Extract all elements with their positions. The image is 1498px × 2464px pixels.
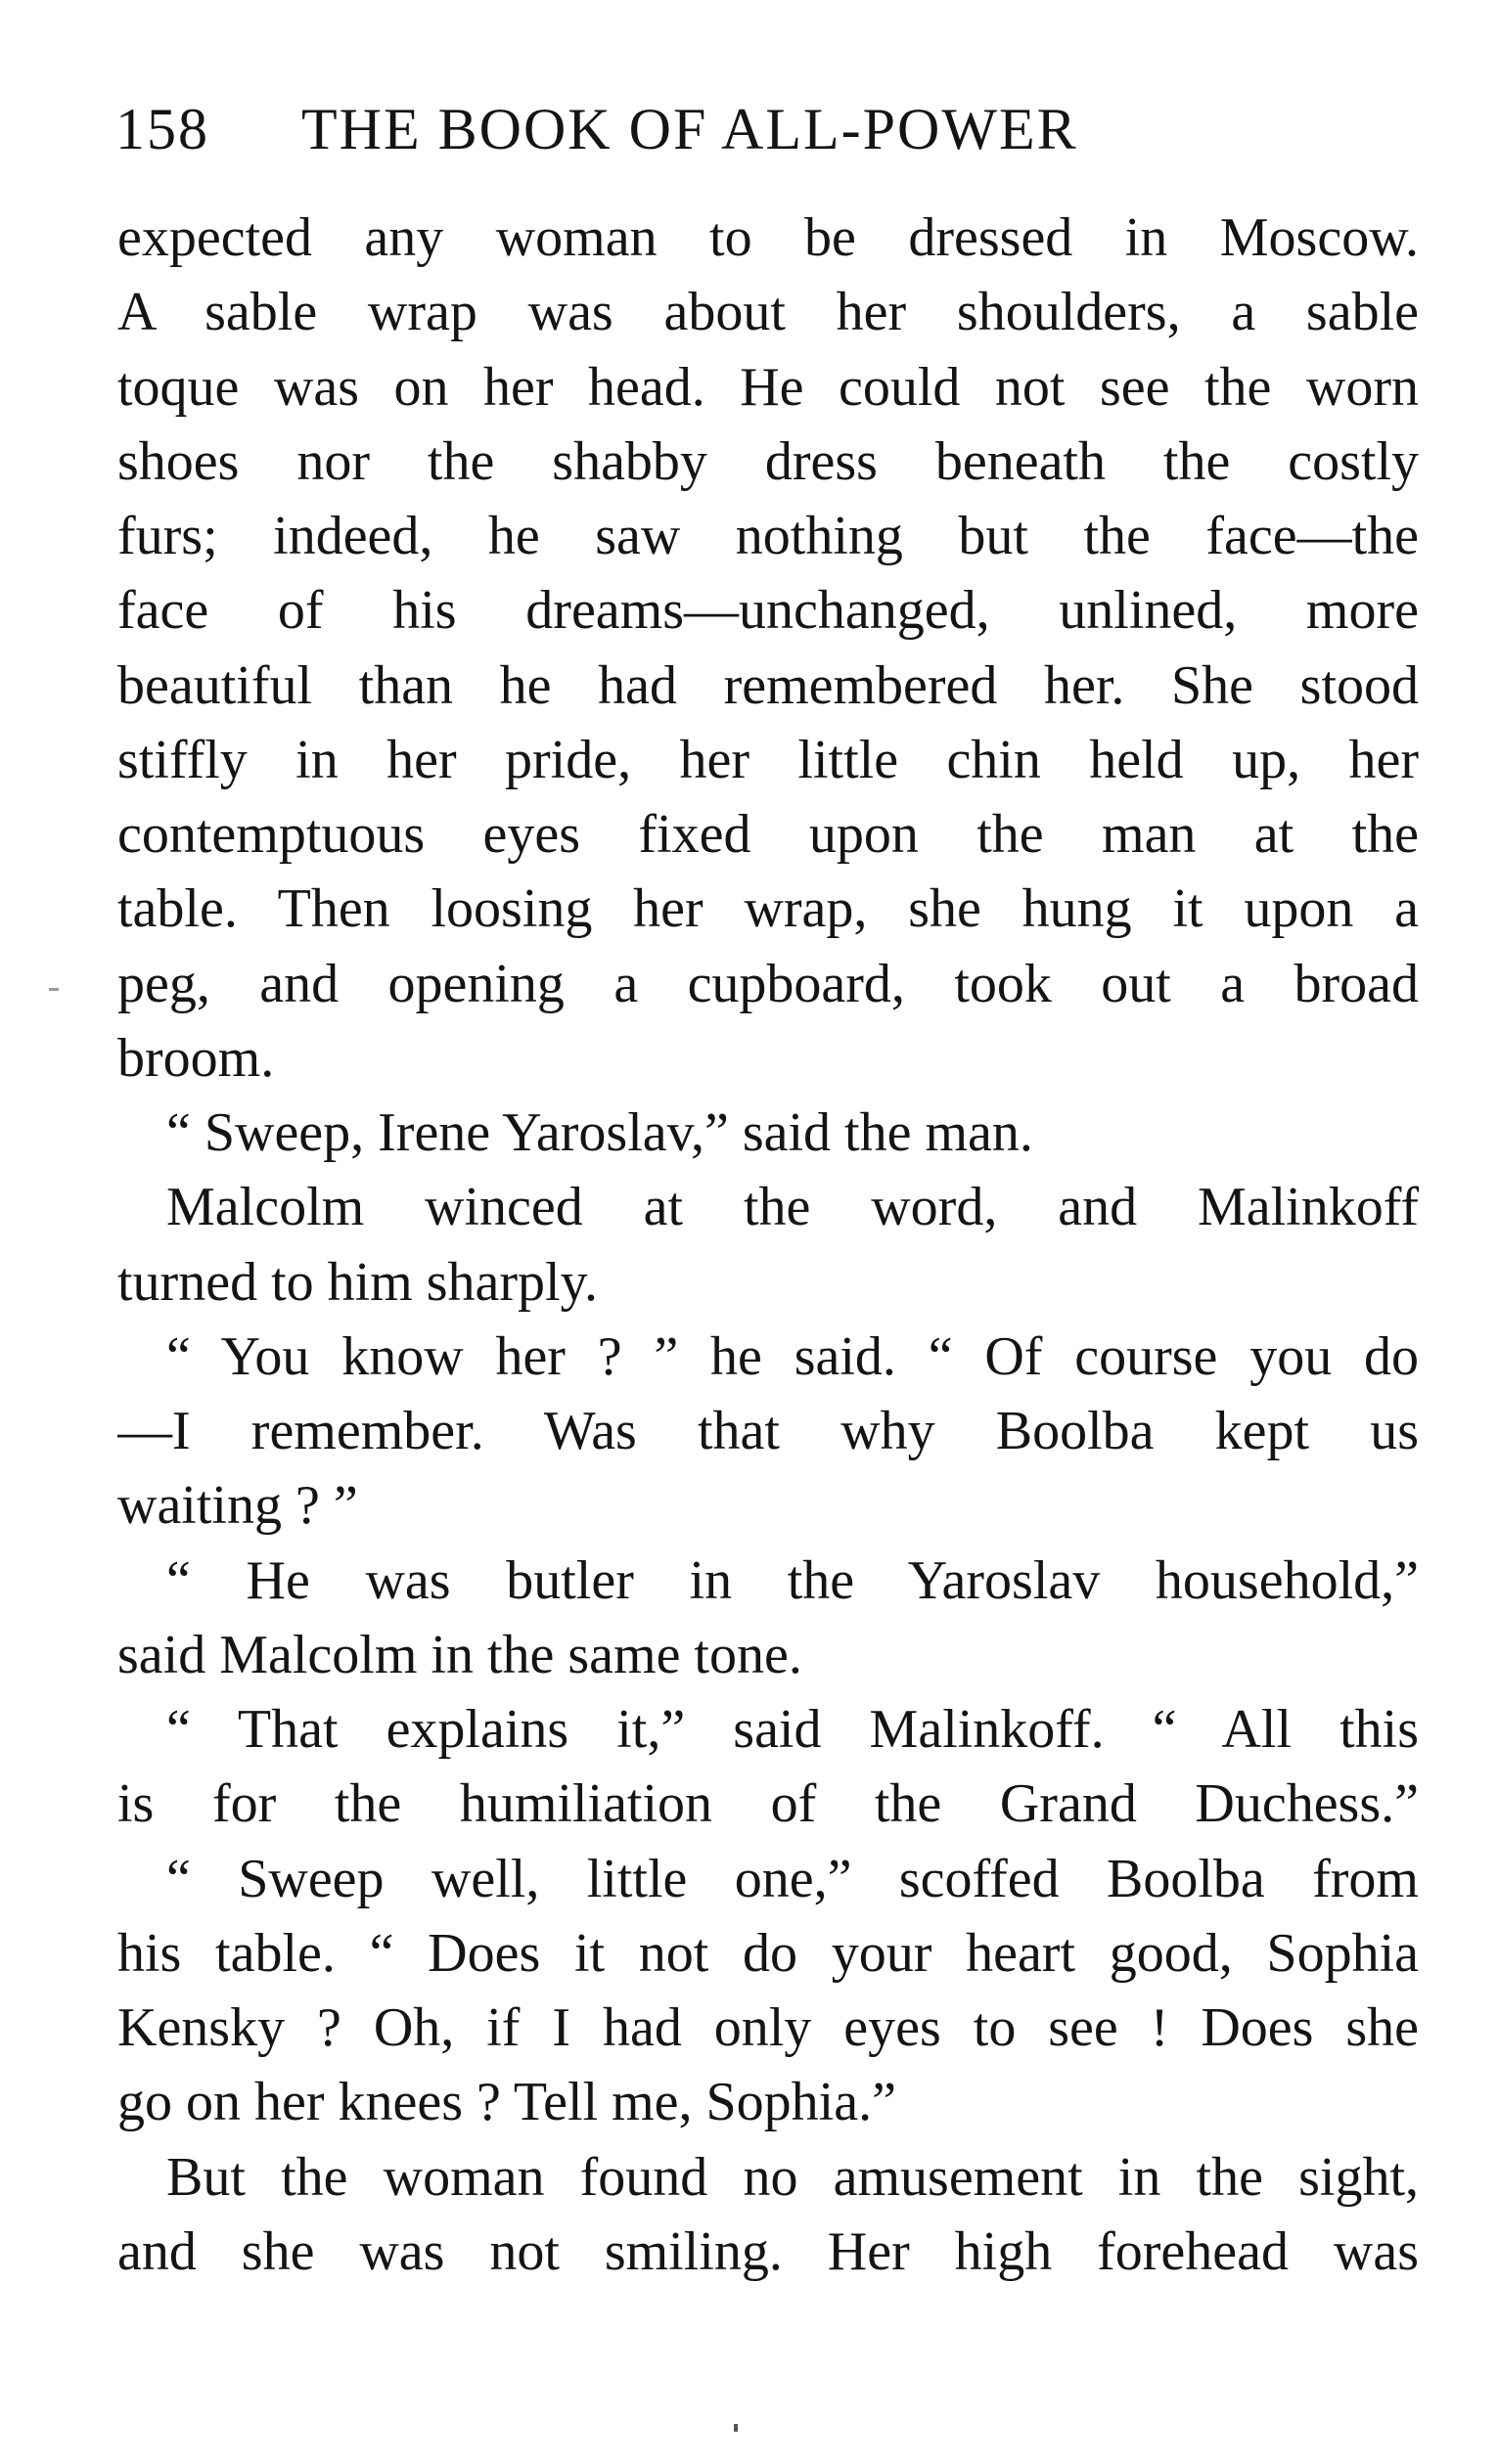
- text-line: shoes nor the shabby dress beneath the costly: [117, 431, 1419, 492]
- text-line: “ That explains it,” said Malinkoff. “ All this: [166, 1699, 1419, 1760]
- text-line: stiffly in her pride, her little chin held up, her: [117, 730, 1419, 790]
- text-line: Malcolm winced at the word, and Malinkoff: [166, 1177, 1419, 1237]
- text-line: toque was on her head. He could not see the worn: [117, 357, 1419, 418]
- text-line: his table. “ Does it not do your heart good, Sophia: [117, 1923, 1419, 1984]
- text-line: expected any woman to be dressed in Moscow.: [117, 207, 1419, 268]
- text-line: go on her knees ? Tell me, Sophia.”: [117, 2072, 896, 2132]
- text-line: “ Sweep well, little one,” scoffed Boolba from: [166, 1849, 1419, 1909]
- text-line: Kensky ? Oh, if I had only eyes to see ! Does she: [117, 1997, 1419, 2058]
- text-line: broom.: [117, 1028, 275, 1089]
- running-title: THE BOOK OF ALL-POWER: [301, 97, 1078, 161]
- text-line: said Malcolm in the same tone.: [117, 1625, 802, 1685]
- text-line: —I remember. Was that why Boolba kept us: [117, 1401, 1419, 1461]
- text-line: “ He was butler in the Yaroslav household,”: [166, 1550, 1419, 1611]
- text-line: waiting ? ”: [117, 1475, 358, 1536]
- text-line: is for the humiliation of the Grand Duchess.”: [117, 1773, 1419, 1834]
- text-line: A sable wrap was about her shoulders, a sable: [117, 282, 1419, 342]
- text-line: But the woman found no amusement in the sight,: [166, 2147, 1419, 2208]
- text-line: face of his dreams—unchanged, unlined, more: [117, 580, 1419, 641]
- text-line: peg, and opening a cupboard, took out a broad: [117, 954, 1419, 1014]
- text-line: beautiful than he had remembered her. She stood: [117, 655, 1419, 716]
- page-number: 158: [115, 97, 209, 161]
- footer-mark: [734, 2424, 738, 2432]
- text-line: furs; indeed, he saw nothing but the face—the: [117, 506, 1419, 566]
- text-line: contemptuous eyes fixed upon the man at the: [117, 804, 1419, 865]
- text-line: and she was not smiling. Her high forehead was: [117, 2221, 1419, 2282]
- text-line: “ You know her ? ” he said. “ Of course you do: [166, 1326, 1419, 1387]
- text-line: table. Then loosing her wrap, she hung it upon a: [117, 878, 1419, 939]
- text-line: “ Sweep, Irene Yaroslav,” said the man.: [166, 1102, 1033, 1163]
- text-line: turned to him sharply.: [117, 1252, 598, 1313]
